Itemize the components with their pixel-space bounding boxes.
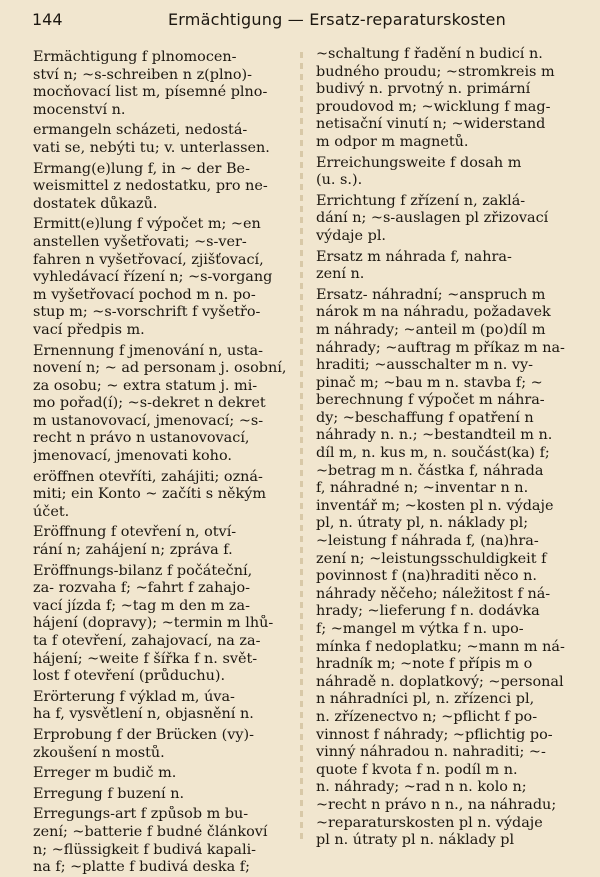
entry-line: ha f, vysvětlení n, objasnění n. [33, 706, 254, 723]
entry-headword-line: Ermang(e)lung f, in ~ der Be- [33, 160, 250, 177]
entry-line: hradník m; ~note f přípis m o [316, 656, 533, 673]
entry-line: budivý n. prvotný n. primární [316, 81, 531, 98]
entry-line: budného proudu; ~stromkreis m [316, 63, 555, 80]
entry-headword-line: Erreichungsweite f dosah m [316, 154, 522, 171]
entry-line: mínka f nedoplatku; ~mann m ná- [316, 638, 565, 655]
page-number: 144 [32, 10, 63, 29]
entry-line: povinnost f (na)hraditi něco n. [316, 568, 537, 585]
entry-line: novení n; ~ ad personam j. osobní, [33, 360, 287, 377]
entry-line: stup m; ~s-vorschrift f vyšetřo- [33, 304, 261, 321]
entry-line: n; ~flüssigkeit f budivá kapali- [33, 841, 257, 858]
entry-line: mocenství n. [33, 101, 126, 118]
column-gutter [300, 52, 303, 842]
entry-line: n. zřízenectvo n; ~pflicht f po- [316, 708, 538, 725]
entry-line: ~leistung f náhrada f, (na)hra- [316, 533, 539, 550]
entry-headword-line: Ermächtigung f plnomocen- [33, 49, 237, 65]
entry-headword-line: Erregung f buzení n. [33, 785, 185, 802]
entry-line: m vyšetřovací pochod m n. po- [33, 286, 256, 303]
entry-headword-line: Erörterung f výklad m, úva- [33, 688, 235, 705]
entry-line: quote f kvota f n. podíl m n. [316, 761, 518, 778]
entry-headword-line: Ernennung f jmenování n, usta- [33, 342, 263, 359]
entry-line: miti; ein Konto ~ začíti s někým [33, 486, 266, 503]
entry-line: účet. [33, 503, 70, 520]
entry-line: díl m, n. kus m, n. součást(ka) f; [316, 445, 550, 462]
entry-line: dání n; ~s-auslagen pl zřizovací [316, 210, 549, 227]
entry-headword-line: Erregungs-art f způsob m bu- [33, 806, 249, 823]
entry-line: zení n; ~leistungsschuldigkeit f [316, 550, 547, 567]
entry-line: náhrady něčeho; náležitost f ná- [316, 585, 551, 602]
entry-line: (u. s.). [316, 172, 363, 189]
entry-line: pl n. útraty pl n. náklady pl [316, 832, 515, 849]
entry-line: m náhrady; ~anteil m (po)díl m [316, 321, 546, 338]
entry-line: na f; ~platte f budivá deska f; [33, 859, 250, 876]
entry-line: weismittel z nedostatku, pro ne- [33, 178, 268, 195]
entry-line: náhrady; ~auftrag m příkaz m na- [316, 339, 565, 356]
page-header [18, 6, 584, 32]
entry-line: ství n; ~s-schreiben n z(plno)- [33, 66, 253, 83]
entry-line: fahren n vyšetřovací, zjišťovací, [33, 251, 264, 268]
entry-line: inventář m; ~kosten pl n. výdaje [316, 497, 554, 514]
entry-headword-line: eröffnen otevříti, zahájiti; ozná- [33, 468, 263, 485]
entry-line: vyhledávací řízení n; ~s-vorgang [33, 269, 273, 286]
entry-line: zení; ~batterie f budné článkoví [33, 823, 268, 840]
entry-line: zení n. [316, 266, 365, 283]
entry-line: nárok m na náhradu, požadavek [316, 304, 551, 321]
entry-line: vinnost f náhrady; ~pflichtig po- [316, 726, 553, 743]
entry-line: náhrady n. n.; ~bestandteil m n. [316, 427, 553, 444]
entry-line: hrady; ~lieferung f n. dodávka [316, 603, 540, 620]
entry-headword-line: Eröffnungs-bilanz f počáteční, [33, 562, 253, 579]
entry-headword-line: Erreger m budič m. [33, 765, 177, 782]
entry-line: hájení (dopravy); ~termin m lhů- [33, 615, 274, 632]
entry-line: výdaje pl. [316, 227, 386, 244]
entry-line: f; ~mangel m výtka f n. upo- [316, 621, 524, 637]
entry-line: mocňovací list m, písemné plno- [33, 84, 268, 101]
entry-line: za osobu; ~ extra statum j. mi- [33, 377, 258, 394]
left-column [33, 46, 289, 877]
entry-headword-line: Errichtung f zřízení n, zaklá- [316, 192, 526, 209]
entry-line: ~betrag m n. částka f, náhrada [316, 462, 544, 479]
entry-line: m odpor m magnetů. [316, 133, 469, 150]
entry-line: lost f otevření (průduchu). [33, 668, 226, 685]
entry-line: za- rozvaha f; ~fahrt f zahajo- [33, 580, 250, 597]
entry-line: anstellen vyšetřovati; ~s-ver- [33, 233, 247, 250]
entry-line: vati se, nebýti tu; v. unterlassen. [33, 139, 270, 156]
entry-line: dy; ~beschaffung f opatření n [316, 409, 534, 426]
entry-line: vací předpis m. [33, 321, 145, 338]
entry-line: m ustanovovací, jmenovací; ~s- [33, 412, 264, 429]
entry-line: berechnung f výpočet m náhra- [316, 392, 545, 409]
entry-headword-line: ermangeln scházeti, nedostá- [33, 122, 248, 139]
entry-line: vací jízda f; ~tag m den m za- [33, 597, 250, 614]
entry-line: ~schaltung f řadění n budicí n. [316, 46, 543, 62]
entry-line: ta f otevření, zahajovací, na za- [33, 633, 261, 649]
entry-line: náhradě n. doplatkový; ~personal [316, 673, 564, 690]
running-head: Ermächtigung — Ersatz-reparaturskosten [168, 10, 506, 29]
entry-headword-line: Ersatz m náhrada f, nahra- [316, 248, 512, 265]
entry-line: ~reparaturskosten pl n. výdaje [316, 814, 543, 831]
entry-headword-line: Ersatz- náhradní; ~anspruch m [316, 286, 546, 303]
entry-headword-line: Ermitt(e)lung f výpočet m; ~en [33, 216, 261, 233]
entry-line: hraditi; ~ausschalter m n. vy- [316, 357, 534, 374]
right-column [316, 46, 572, 850]
entry-line: netisační vinutí n; ~widerstand [316, 116, 546, 133]
entry-line: mo pořad(í); ~s-dekret n dekret [33, 395, 266, 412]
entry-line: pinač m; ~bau m n. stavba f; ~ [316, 374, 543, 391]
entry-line: recht n právo n ustanovovací, [33, 430, 250, 447]
entry-line: pl, n. útraty pl, n. náklady pl; [316, 515, 529, 532]
entry-line: n. náhrady; ~rad n n. kolo n; [316, 779, 527, 796]
entry-headword-line: Eröffnung f otevření n, otví- [33, 524, 237, 541]
entry-line: dostatek důkazů. [33, 195, 158, 212]
entry-line: ~recht n právo n n., na náhradu; [316, 796, 557, 813]
entry-headword-line: Erprobung f der Brücken (vy)- [33, 726, 254, 743]
entry-line: jmenovací, jmenovati koho. [33, 448, 232, 465]
entry-line: vinný náhradou n. nahraditi; ~- [316, 744, 546, 761]
entry-line: f, náhradné n; ~inventar n n. [316, 480, 529, 497]
entry-line: n náhradníci pl, n. zřízenci pl, [316, 691, 535, 708]
entry-line: zkoušení n mostů. [33, 744, 165, 761]
entry-line: rání n; zahájení n; zpráva f. [33, 542, 233, 559]
entry-line: proudovod m; ~wicklung f mag- [316, 98, 551, 115]
entry-line: hájení; ~weite f šířka f n. svět- [33, 650, 258, 667]
